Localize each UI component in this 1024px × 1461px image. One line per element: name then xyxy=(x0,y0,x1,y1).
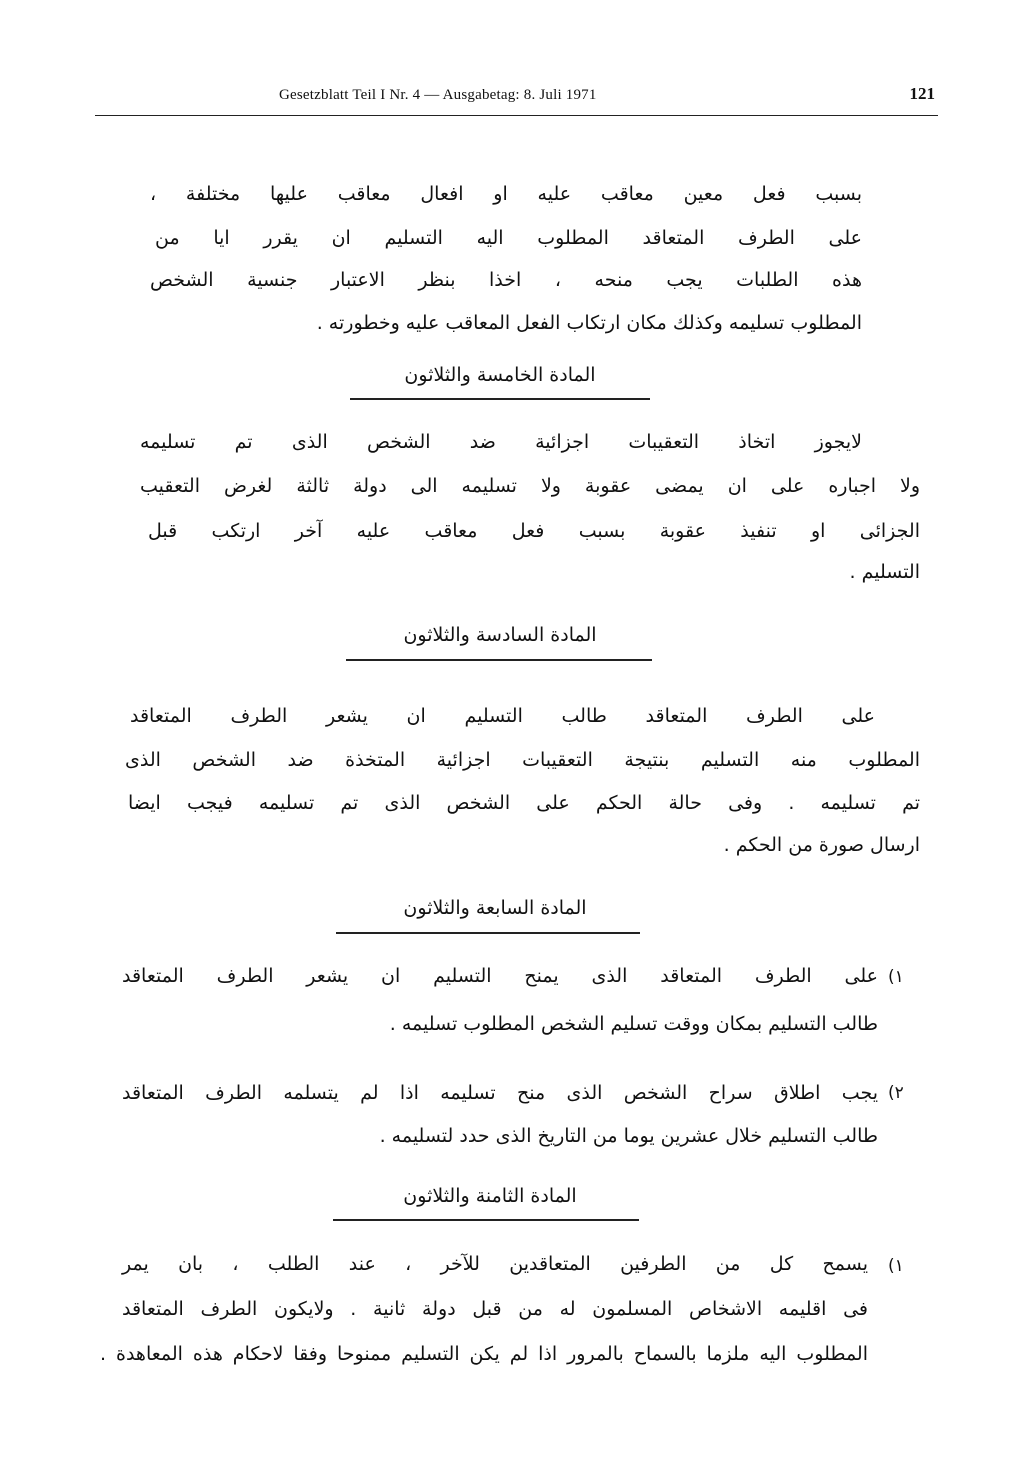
article-37-item-1-line-2: طالب التسليم بمكان ووقت تسليم الشخص المطلوب تسليمه . xyxy=(389,1013,878,1035)
intro-line-4: المطلوب تسليمه وكذلك مكان ارتكاب الفعل المعاقب عليه وخطورته . xyxy=(316,312,862,334)
article-37-heading-underline xyxy=(336,932,640,934)
article-36-line-4: ارسال صورة من الحكم . xyxy=(723,834,920,856)
article-36-heading: المادة السادسة والثلاثون xyxy=(403,624,597,646)
article-37-heading: المادة السابعة والثلاثون xyxy=(403,897,587,919)
article-36-heading-underline xyxy=(346,659,652,661)
article-37-item-2-line-2: طالب التسليم خلال عشرين يوما من التاريخ الذى حدد لتسليمه . xyxy=(379,1125,878,1147)
article-37-item-2-line-1: يجب اطلاق سراح الشخص الذى منح تسليمه اذا لم يتسلمه الطرف المتعاقد xyxy=(122,1082,878,1104)
article-35-line-1: لايجوز اتخاذ التعقيبات اجزائية ضد الشخص الذى تم تسليمه xyxy=(140,431,862,453)
article-36-line-1: على الطرف المتعاقد طالب التسليم ان يشعر الطرف المتعاقد xyxy=(130,705,875,727)
article-38-item-1-number: ١) xyxy=(888,1256,904,1276)
page-header xyxy=(95,84,935,108)
article-35-line-3: الجزائى او تنفيذ عقوبة بسبب فعل معاقب عليه آخر ارتكب قبل xyxy=(148,520,920,542)
article-38-heading: المادة الثامنة والثلاثون xyxy=(403,1185,577,1207)
article-36-line-2: المطلوب منه التسليم بنتيجة التعقيبات اجزائية المتخذة ضد الشخص الذى xyxy=(125,749,920,771)
article-38-heading-underline xyxy=(333,1219,639,1221)
article-38-item-1-line-3: المطلوب اليه ملزما بالسماح بالمرور اذا لم يكن التسليم ممنوحا وفقا لاحكام هذه المعاهدة . xyxy=(100,1343,868,1365)
article-35-line-4: التسليم . xyxy=(849,561,920,583)
gazette-title: Gesetzblatt Teil I Nr. 4 — Ausgabetag: 8. Juli 1971 xyxy=(279,87,597,103)
intro-line-1: بسبب فعل معين معاقب عليه او افعال معاقب عليها مختلفة ، xyxy=(150,183,862,205)
header-divider xyxy=(95,115,938,116)
article-35-heading-underline xyxy=(350,398,650,400)
intro-line-2: على الطرف المتعاقد المطلوب اليه التسليم ان يقرر ايا من xyxy=(155,227,862,249)
page-number: 121 xyxy=(909,84,935,103)
article-36-line-3: تم تسليمه . وفى حالة الحكم على الشخص الذى تم تسليمه فيجب ايضا xyxy=(128,792,920,814)
article-35-heading: المادة الخامسة والثلاثون xyxy=(404,364,596,386)
article-37-item-1-number: ١) xyxy=(888,967,904,987)
article-38-item-1-line-1: يسمح كل من الطرفين المتعاقدين للآخر ، عند الطلب ، بان يمر xyxy=(122,1253,868,1275)
article-38-item-1-line-2: فى اقليمه الاشخاص المسلمون له من قبل دولة ثانية . ولايكون الطرف المتعاقد xyxy=(122,1298,868,1320)
intro-line-3: هذه الطلبات يجب منحه ، اخذا بنظر الاعتبار جنسية الشخص xyxy=(150,269,862,291)
article-37-item-2-number: ٢) xyxy=(888,1083,904,1103)
article-35-line-2: ولا اجباره على ان يمضى عقوبة ولا تسليمه الى دولة ثالثة لغرض التعقيب xyxy=(140,475,920,497)
article-37-item-1-line-1: على الطرف المتعاقد الذى يمنح التسليم ان يشعر الطرف المتعاقد xyxy=(122,965,878,987)
